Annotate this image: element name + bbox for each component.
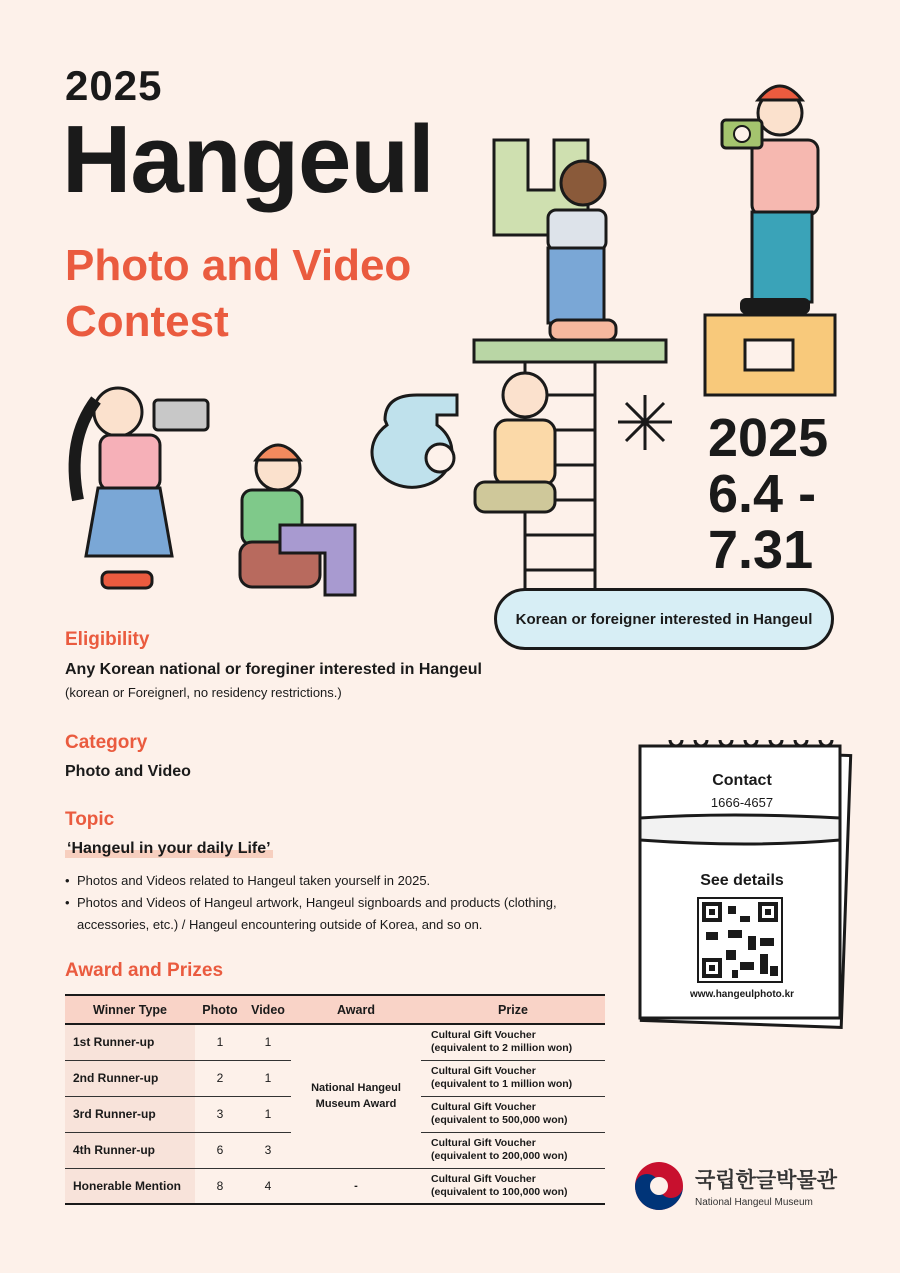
col-award: Award	[291, 995, 421, 1024]
girl-camera-head	[94, 388, 142, 436]
girl-ladder-head	[503, 373, 547, 417]
topic-theme: ‘Hangeul in your daily Life’	[67, 840, 271, 857]
col-video: Video	[245, 995, 291, 1024]
video-count-cell: 1	[245, 1096, 291, 1132]
topic-heading: Topic	[65, 809, 115, 830]
topic-bullets	[65, 870, 625, 936]
contact-heading: Contact	[712, 772, 772, 789]
taegeuk-logo-icon	[633, 1160, 685, 1212]
photo-count-cell: 3	[195, 1096, 245, 1132]
video-count-cell: 3	[245, 1132, 291, 1168]
target-audience-cloud: Korean or foreigner interested in Hangeul	[494, 588, 834, 650]
prize-title: Cultural Gift Voucher	[431, 1137, 536, 1149]
award-name-cell: National Hangeul Museum Award	[291, 1024, 421, 1168]
sparkle-icon	[618, 395, 672, 450]
period-end: 7.31	[708, 520, 814, 580]
video-count-cell: 4	[245, 1168, 291, 1204]
event-year: 2025	[65, 62, 163, 109]
table-row	[65, 1168, 605, 1204]
awards-heading: Award and Prizes	[65, 960, 224, 981]
topic-bullet: • Photos and Videos of Hangeul artwork, Hangeul signboards and products (clothing, accessories, etc.) / Hangeul encountering outside of Korea, and so on.	[65, 892, 625, 936]
prize-table	[65, 994, 605, 1205]
prize-amount: (equivalent to 500,000 won)	[431, 1114, 568, 1126]
poster-title: Hangeul	[62, 106, 434, 213]
col-photo: Photo	[195, 995, 245, 1024]
photo-count-cell: 1	[195, 1024, 245, 1060]
col-winner-type: Winner Type	[65, 995, 195, 1024]
see-details-label: See details	[700, 872, 784, 889]
winner-type-cell: Honerable Mention	[65, 1168, 195, 1204]
eligibility-heading: Eligibility	[65, 629, 150, 650]
museum-logo	[633, 1160, 837, 1212]
category-heading: Category	[65, 732, 148, 753]
museum-name-korean: 국립한글박물관	[695, 1169, 838, 1192]
boy-head	[561, 161, 605, 205]
prize-cell	[421, 1024, 605, 1060]
prize-amount: (equivalent to 200,000 won)	[431, 1150, 568, 1162]
contest-period	[708, 410, 878, 578]
contact-url[interactable]: www.hangeulphoto.kr	[689, 989, 795, 1000]
topic-bullet: • Photos and Videos related to Hangeul taken yourself in 2025.	[65, 870, 625, 892]
platform-shape	[474, 340, 666, 362]
col-prize: Prize	[421, 995, 605, 1024]
prize-cell	[421, 1168, 605, 1204]
prize-cell	[421, 1132, 605, 1168]
prize-title: Cultural Gift Voucher	[431, 1172, 536, 1185]
prize-amount: (equivalent to 1 million won)	[431, 1078, 573, 1090]
table-header-row	[65, 995, 605, 1024]
video-camera-icon	[154, 400, 208, 430]
award-name-cell: -	[291, 1168, 421, 1204]
winner-type-cell: 1st Runner-up	[65, 1024, 195, 1060]
winner-type-cell: 4th Runner-up	[65, 1132, 195, 1168]
prize-cell	[421, 1096, 605, 1132]
winner-type-cell: 3rd Runner-up	[65, 1096, 195, 1132]
prize-title: Cultural Gift Voucher	[431, 1101, 536, 1113]
winner-type-cell: 2nd Runner-up	[65, 1060, 195, 1096]
contact-phone: 1666-4657	[710, 795, 774, 810]
poster-subtitle: Photo and Video Contest	[65, 241, 412, 346]
photo-count-cell: 6	[195, 1132, 245, 1168]
table-row	[65, 1024, 605, 1060]
video-count-cell: 1	[245, 1060, 291, 1096]
video-count-cell: 1	[245, 1024, 291, 1060]
period-start: 6.4 -	[708, 464, 817, 524]
prize-title: Cultural Gift Voucher	[431, 1029, 536, 1042]
period-year: 2025	[708, 408, 829, 468]
prize-cell	[421, 1060, 605, 1096]
photo-count-cell: 8	[195, 1168, 245, 1204]
photo-count-cell: 2	[195, 1060, 245, 1096]
letter-hieut-shape	[372, 395, 457, 487]
prize-amount: (equivalent to 100,000 won)	[431, 1185, 568, 1198]
prize-title: Cultural Gift Voucher	[431, 1065, 536, 1077]
category-body: Photo and Video	[65, 763, 191, 780]
museum-name-english: National Hangeul Museum	[695, 1197, 813, 1208]
prize-amount: (equivalent to 2 million won)	[431, 1042, 573, 1055]
eligibility-note: (korean or Foreignerl, no residency restrictions.)	[65, 685, 342, 700]
eligibility-body: Any Korean national or foreginer interested in Hangeul	[65, 661, 482, 678]
contact-calendar	[636, 740, 856, 1030]
